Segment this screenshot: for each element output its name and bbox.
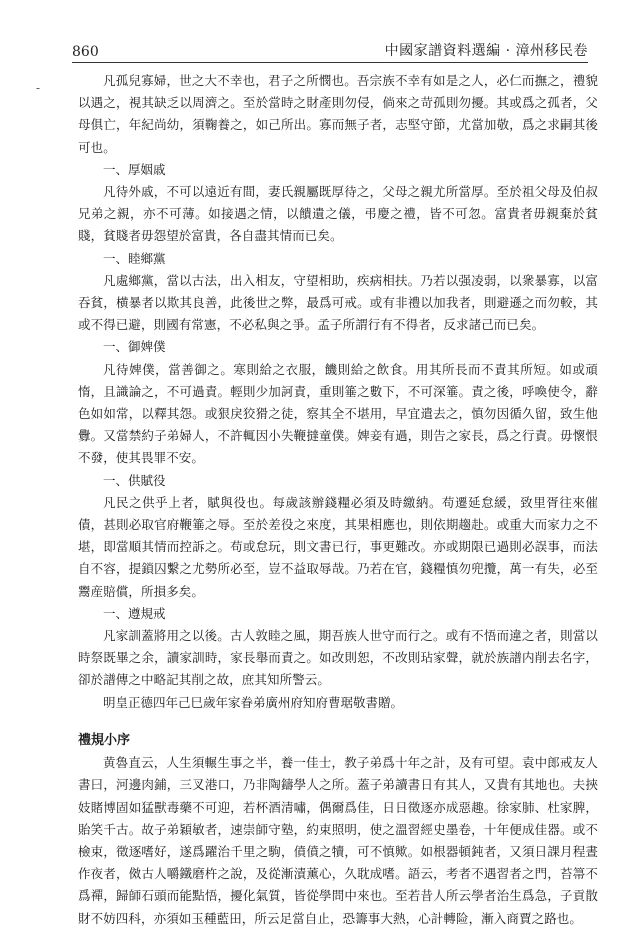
heading-servants: 一、御婢僕 bbox=[103, 339, 166, 355]
heading-neighbors: 一、睦鄉黨 bbox=[103, 250, 166, 266]
paragraph-rules: 凡家訓蓋將用之以後。古人敦睦之風，期吾族人世守而行之。或有不悟而違之者，則當以時祭既畢之余，讀家訓時，家長舉而責之。如改則恕，不改則玷家聲，就於族譜内削去名字，卻於譜傳之中略記其削之故，庶其知所警云。 bbox=[78, 628, 598, 688]
heading-in-laws: 一、厚姻戚 bbox=[103, 161, 166, 177]
paragraph-preface: 黄魯直云，人生須輾生事之半，養一佳士，教子弟爲十年之計，及有可望。袁中郎戒友人書曰，河邊肉鋪，三叉港口，乃非陶鑄學人之所。蓋子弟讀書日有其人，又貴有其地也。夫挾妓賭博固如猛獸毒藥不可迎，若杯酒清嘯，偶爾爲佳，日日徵逐亦成惡趣。徐家肺、杜家脾，貽笑千古。故子弟穎敏者，速崇師守塾，約束照明，使之溫習經史墨卷，十年便成佳器。或不檢束，徵逐嗜好，遂爲躍治千里之駒，僨僨之犢，可不慎歟。如根器頓鈍者，又須日課月程晝作夜者，傚古人嚼鐵磨杵之說，及從漸漬薰心，久耽成嗜。語云，考者不遇習者之門，苔箒不爲禪，歸師石頭而能點悟，擾化氣質，皆從學問中來也。至若昔人所云學者治生爲急，子貢散財不妨四科，亦須如玉種藍田，所云足當自止，恐籌事大熱，心計轉险，漸入商賈之路也。 bbox=[78, 755, 598, 926]
paragraph-in-laws: 凡待外戚，不可以遠近有間，妻氏親屬既厚待之，父母之親尤所當厚。至於祖父母及伯叔兄弟之親，亦不可薄。如接遇之情，以饋遺之儀，弔慶之禮，皆不可忽。富貴者毋親棄於貧賤，貧賤者毋怨望於富貴，各自盡其情而已矣。 bbox=[78, 184, 598, 244]
signature-line: 明皇正德四年己巳歲年家眷弟廣州府知府曹琚敬書贈。 bbox=[103, 694, 404, 710]
page-content bbox=[78, 70, 598, 930]
header-rule bbox=[72, 62, 588, 63]
paragraph-neighbors: 凡處鄉黨，當以古法，出入相友，守望相助，疾病相扶。乃若以强凌弱，以衆暴寡，以富吞貧，横暴者以欺其良善，此後世之弊，最爲可戒。或有非禮以加我者，則避遜之而勿較，其或不得已避，則國有常憲，不必私與之爭。孟子所謂行有不得者，反求諸己而已矣。 bbox=[78, 272, 598, 333]
page-header bbox=[72, 38, 588, 60]
running-title: 中國家譜資料選編 · 漳州移民卷 bbox=[384, 43, 588, 59]
page-number: 860 bbox=[72, 44, 99, 60]
paragraph-taxes: 凡民之供乎上者，賦與役也。每歲該辦錢糧必須及時繳納。苟遷延怠緩，致里胥往來催債，甚則必取官府鞭箠之辱。至於差役之來度，其果相應也，則依期趨赴。或重大而家力之不堪，即當順其情而控訴之。苟或怠玩，則文書已行，事更難改。亦或期限已過則必誤事，而法自不容，提鎖囚繫之尤勢所必至，豈不益取辱哉。乃若在官，錢糧慎勿兜攬，萬一有失，必至鬻産賠償，所損多矣。 bbox=[78, 494, 598, 599]
heading-rules: 一、遵規戒 bbox=[103, 605, 166, 621]
section-title: 禮規小序 bbox=[78, 732, 131, 748]
heading-taxes: 一、供賦役 bbox=[103, 472, 166, 488]
paragraph-servants: 凡待婢僕，當善御之。寒則給之衣服，饑則給之飲食。用其所長而不責其所短。如或頑惰，且識論之，不可過責。輕則少加訶責，重則箠之數下，不可深箠。責之後，呼喚使令，辭色如如常，以釋其怨。或狠戾狡猾之徒，察其全不堪用，早宜遣去之，慎勿因循久留，致生他釁。又當禁約子弟婦人，不許輒因小失鞭撻童僕。婢妾有過，則告之家長，爲之行責。毋懷恨不發，使其畏罪不安。 bbox=[78, 361, 598, 466]
paragraph-orphans-widows: 凡孤兒寡婦，世之大不幸也，君子之所憫也。吾宗族不幸有如是之人，必仁而撫之，禮貌以遇之，視其缺乏以周濟之。至於當時之財產則勿侵，倘來之苛孤則勿擾。其或爲之孤者，父母俱亡，年紀尚幼，須鞠養之，如己所出。寡而無子者，志堅守節，尤當加敬，爲之求嗣其後可也。 bbox=[78, 73, 598, 155]
margin-mark: - bbox=[36, 81, 41, 95]
